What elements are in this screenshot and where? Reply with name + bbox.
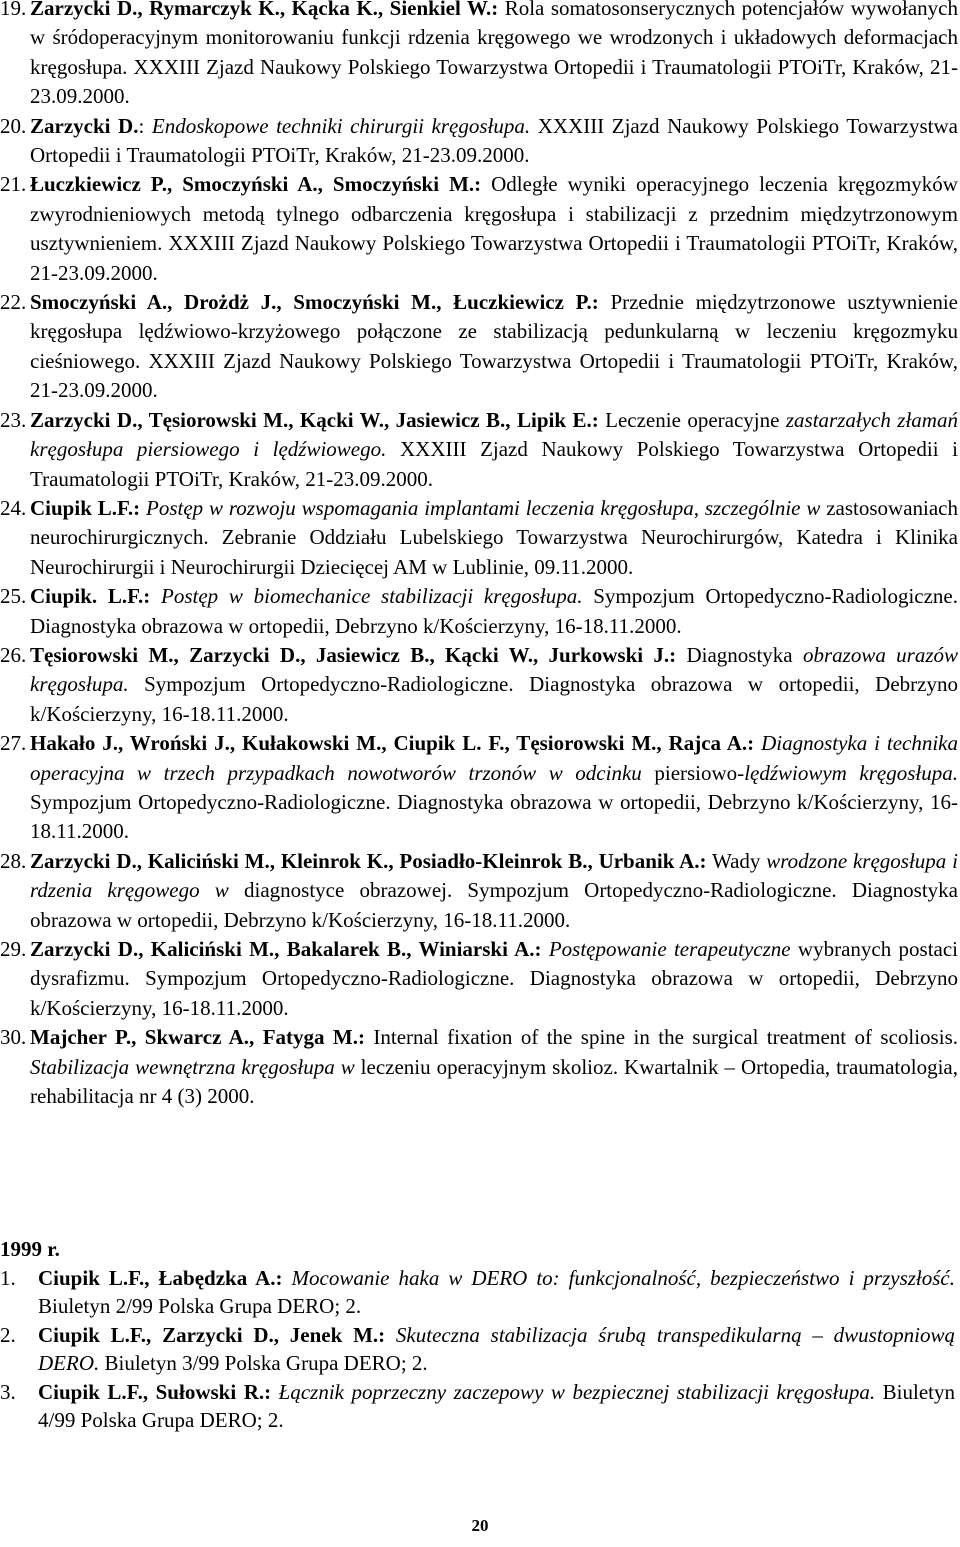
reference-item <box>0 1378 955 1435</box>
reference-number: 29. <box>0 937 27 961</box>
reference-text: leczeniu operacyjnym skolioz. Kwartalnik – Ortopedia, traumatologia, rehabilitacja nr 4 (3) 2000. <box>30 1054 959 1109</box>
reference-text: Leczenie operacyjne <box>598 407 786 432</box>
reference-list-1999 <box>0 1264 955 1434</box>
reference-text <box>271 1380 279 1404</box>
reference-title: Diagnostyka i technika operacyjna w trzech przypadkach nowotworów trzonów w odcinku <box>30 731 958 785</box>
reference-authors: Ciupik L.F., Łabędzka A.: <box>38 1266 283 1290</box>
reference-item <box>0 641 958 729</box>
reference-item <box>0 112 958 171</box>
reference-text: XXXIII Zjazd Naukowy Polskiego Towarzystwa Ortopedii i Traumatologii PTOiTr, Kraków, 21-23.09.2000. <box>30 113 958 168</box>
reference-item <box>0 582 958 641</box>
reference-text: zastosowaniach neurochirurgicznych. Zebranie Oddziału Lubelskiego Towarzystwa Neurochirurgów, Katedra i Klinika Neurochirurgii i Neurochirurgii Dziecięcej AM w Lublinie, 09.11.2000. <box>30 495 959 579</box>
reference-item <box>0 1023 958 1111</box>
reference-authors: Tęsiorowski M., Zarzycki D., Jasiewicz B., Kącki W., Jurkowski J.: <box>30 642 677 667</box>
reference-text <box>542 937 549 961</box>
reference-text <box>150 584 161 608</box>
reference-number: 21. <box>0 172 27 197</box>
reference-text: Biuletyn 2/99 Polska Grupa DERO; 2. <box>38 1294 362 1319</box>
reference-title: Skuteczna stabilizacja śrubą transpedikularną – dwustopniową DERO. <box>38 1322 955 1376</box>
reference-title: obrazowa urazów kręgosłupa. <box>30 642 958 697</box>
reference-authors: Ciupik L.F.: <box>30 495 141 520</box>
page-number: 20 <box>471 1516 489 1535</box>
reference-authors: Ciupik L.F., Sułowski R.: <box>38 1379 272 1404</box>
reference-number: 27. <box>0 731 27 756</box>
reference-text: Biuletyn 3/99 Polska Grupa DERO; 2. <box>99 1351 428 1376</box>
reference-title: Łącznik poprzeczny zaczepowy w bezpiecznej stabilizacji kręgosłupa. <box>278 1379 876 1404</box>
reference-item <box>0 406 958 494</box>
reference-text: Wady <box>706 848 767 873</box>
reference-text: Przednie międzytrzonowe usztywnienie kręgosłupa lędźwiowo-krzyżowego połączone ze stabilizacją pedunkularną w leczeniu kręgozmyku cieśniowego. XXXIII Zjazd Naukowy Polskiego Towarzystwa Ortopedii i Traumatologii PTOiTr, Kraków, 21-23.09.2000. <box>30 290 958 403</box>
reference-text: Internal fixation of the spine in the surgical treatment of scoliosis. <box>365 1025 958 1050</box>
reference-item <box>0 729 958 847</box>
reference-authors: Smoczyński A., Drożdż J., Smoczyński M., Łuczkiewicz P.: <box>30 290 599 315</box>
reference-title: Mocowanie haka w DERO to: funkcjonalność, bezpieczeństwo i przyszłość. <box>291 1266 956 1290</box>
reference-item <box>0 935 958 1023</box>
reference-text: diagnostyce obrazowej. Sympozjum Ortopedyczno-Radiologiczne. Diagnostyka obrazowa w ortopedii, Debrzyno k/Kościerzyny, 16-18.11.2000. <box>30 878 958 932</box>
reference-number: 23. <box>0 407 27 432</box>
year-heading: 1999 r. <box>0 1237 60 1261</box>
reference-text: Diagnostyka <box>676 642 803 667</box>
reference-number: 2. <box>0 1322 16 1347</box>
reference-authors: Zarzycki D. <box>30 113 139 138</box>
reference-number: 28. <box>0 848 27 873</box>
reference-authors: Łuczkiewicz P., Smoczyński A., Smoczyński M.: <box>30 172 482 197</box>
reference-title: lędźwiowym kręgosłupa. <box>744 760 958 785</box>
reference-authors: Ciupik. L.F.: <box>30 584 151 609</box>
reference-title: zastarzałych złamań kręgosłupa piersiowego i lędźwiowego. <box>30 407 958 462</box>
reference-number: 19. <box>0 0 27 20</box>
reference-title: Postęp w biomechanice stabilizacji kręgosłupa. <box>161 584 583 609</box>
reference-item <box>0 1321 955 1378</box>
reference-text: Biuletyn 4/99 Polska Grupa DERO; 2. <box>38 1379 956 1433</box>
reference-number: 24. <box>0 495 27 520</box>
reference-number: 1. <box>0 1266 16 1290</box>
reference-number: 20. <box>0 113 27 138</box>
reference-title: Stabilizacja wewnętrzna kręgosłupa w <box>30 1054 355 1079</box>
reference-text: wybranych postaci dysrafizmu. Sympozjum Ortopedyczno-Radiologiczne. Diagnostyka obrazowa w ortopedii, Debrzyno k/Kościerzyny, 16-18.11.2000. <box>30 937 959 1020</box>
reference-title: Postępowanie terapeutyczne <box>548 937 791 961</box>
reference-item <box>0 494 958 582</box>
reference-number: 22. <box>0 290 27 315</box>
reference-text: : <box>138 113 152 138</box>
reference-title: Postęp w rozwoju wspomagania implantami leczenia kręgosłupa, szczególnie w <box>146 495 821 520</box>
reference-item <box>0 847 958 935</box>
reference-authors: Zarzycki D., Tęsiorowski M., Kącki W., Jasiewicz B., Lipik E.: <box>30 407 599 432</box>
reference-item <box>0 288 958 406</box>
reference-authors: Zarzycki D., Rymarczyk K., Kącka K., Sienkiel W.: <box>30 0 499 20</box>
reference-item <box>0 0 958 112</box>
reference-item <box>0 1264 955 1321</box>
reference-text: XXXIII Zjazd Naukowy Polskiego Towarzystwa Ortopedii i Traumatologii PTOiTr, Kraków, 21-23.09.2000. <box>30 437 958 491</box>
reference-text: piersiowo- <box>641 760 745 785</box>
reference-text: Rola somatosonserycznych potencjałów wywołanych w śródoperacyjnym monitorowaniu funkcji rdzenia kręgowego we wrodzonych i układowych deformacjach kręgosłupa. XXXIII Zjazd Naukowy Polskiego Towarzystwa Ortopedii i Traumatologii PTOiTr, Kraków, 21-23.09.2000. <box>30 0 958 109</box>
reference-text: Sympozjum Ortopedyczno-Radiologiczne. Diagnostyka obrazowa w ortopedii, Debrzyno k/Kościerzyny, 16-18.11.2000. <box>30 584 958 638</box>
reference-text: Sympozjum Ortopedyczno-Radiologiczne. Diagnostyka obrazowa w ortopedii, Debrzyno k/Kościerzyny, 16-18.11.2000. <box>30 789 958 844</box>
reference-number: 26. <box>0 642 27 667</box>
reference-authors: Majcher P., Skwarcz A., Fatyga M.: <box>30 1025 365 1050</box>
reference-text <box>385 1323 396 1347</box>
reference-authors: Ciupik L.F., Zarzycki D., Jenek M.: <box>38 1322 386 1347</box>
reference-title: Endoskopowe techniki chirurgii kręgosłupa. <box>151 113 531 138</box>
reference-authors: Zarzycki D., Kaliciński M., Bakalarek B., Winiarski A.: <box>30 937 542 961</box>
reference-authors: Hakało J., Wroński J., Kułakowski M., Ciupik L. F., Tęsiorowski M., Rajca A.: <box>30 731 755 756</box>
reference-number: 25. <box>0 584 27 609</box>
reference-number: 30. <box>0 1025 27 1050</box>
reference-text: Sympozjum Ortopedyczno-Radiologiczne. Diagnostyka obrazowa w ortopedii, Debrzyno k/Kościerzyny, 16-18.11.2000. <box>30 672 958 726</box>
reference-number: 3. <box>0 1379 16 1404</box>
reference-item <box>0 170 958 288</box>
reference-text <box>283 1266 292 1290</box>
reference-text: Odległe wyniki operacyjnego leczenia kręgozmyków zwyrodnieniowych metodą tylnego odbarczenia kręgosłupa i stabilizacji z przednim międzytrzonowym usztywnieniem. XXXIII Zjazd Naukowy Polskiego Towarzystwa Ortopedii i Traumatologii PTOiTr, Kraków, 21-23.09.2000. <box>30 172 958 285</box>
reference-authors: Zarzycki D., Kaliciński M., Kleinrok K., Posiadło-Kleinrok B., Urbanik A.: <box>30 848 707 873</box>
reference-title: wrodzone kręgosłupa i rdzenia kręgowego w <box>30 848 958 903</box>
